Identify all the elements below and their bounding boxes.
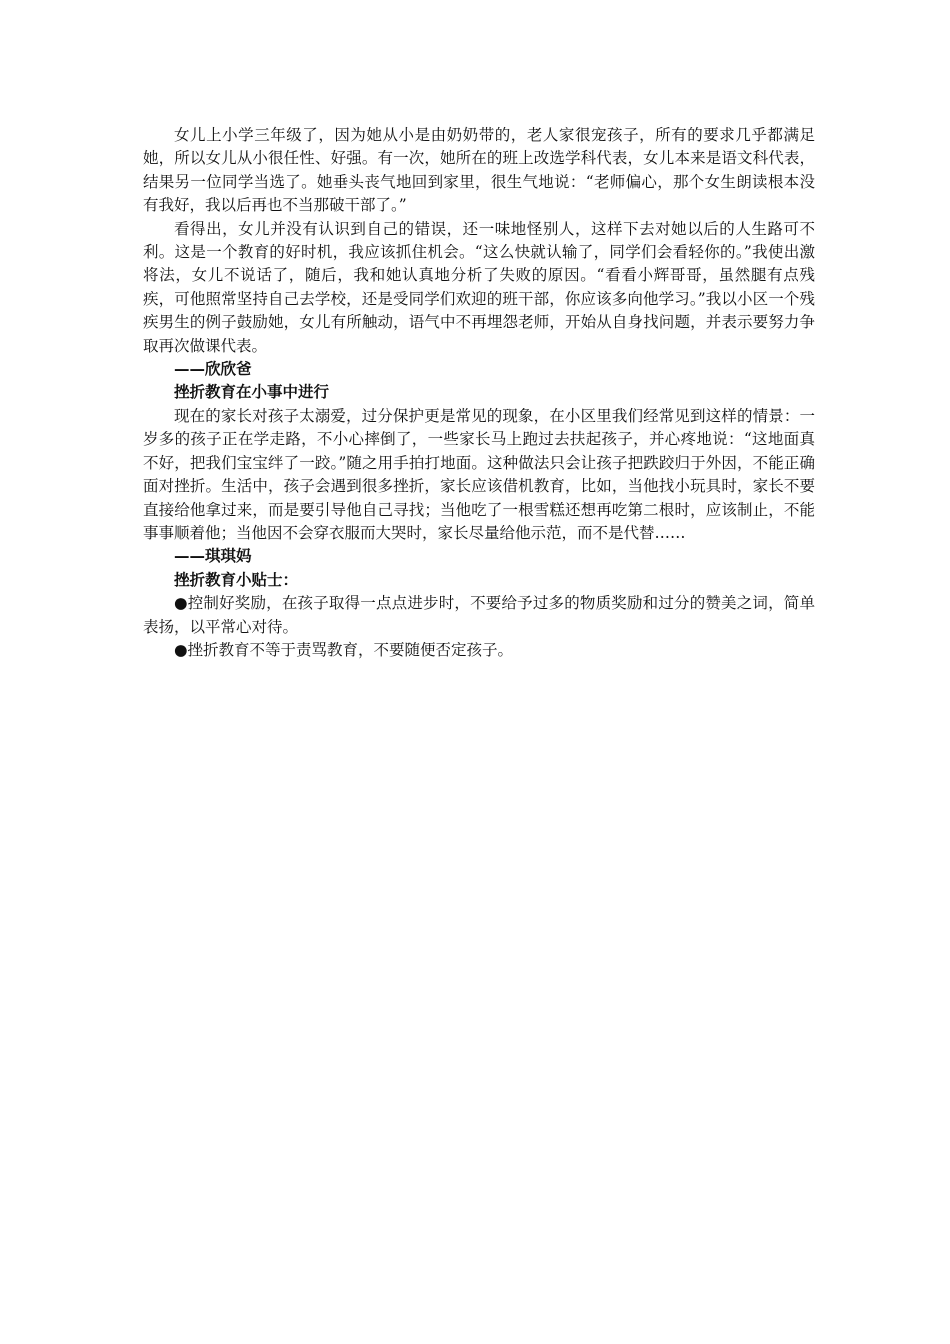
signature-qiqi-mom: ——琪琪妈 (174, 547, 252, 566)
section-heading-small-things: 挫折教育在小事中进行 (174, 383, 330, 402)
paragraph-daughter-story: 女儿上小学三年级了，因为她从小是由奶奶带的，老人家很宠孩子，所有的要求几乎都满足她，所以女儿从小很任性、好强。有一次，她所在的班上改选学科代表，女儿本来是语文科代表，结果另一位同学当选了。她垂头丧气地回到家里，很生气地说：“老师偏心，那个女生朗读根本没有我好，我以后再也不当那破干部了。” (143, 126, 815, 215)
tip-item-rewards: ●控制好奖励，在孩子取得一点点进步时，不要给予过多的物质奖励和过分的赞美之词，简单表扬，以平常心对待。 (143, 594, 815, 636)
paragraph-parent-response: 看得出，女儿并没有认识到自己的错误，还一味地怪别人，这样下去对她以后的人生路可不利。这是一个教育的好时机，我应该抓住机会。“这么快就认输了，同学们会看轻你的。”我使出激将法，女儿不说话了，随后，我和她认真地分析了失败的原因。“看看小辉哥哥，虽然腿有点残疾，可他照常坚持自己去学校，还是受同学们欢迎的班干部，你应该多向他学习。”我以小区一个残疾男生的例子鼓励她，女儿有所触动，语气中不再埋怨老师，开始从自身找问题，并表示要努力争取再次做课代表。 (143, 219, 815, 355)
signature-xinxin-dad: ——欣欣爸 (174, 360, 252, 379)
document-page (143, 124, 815, 662)
section-heading-tips: 挫折教育小贴士： (174, 570, 299, 589)
tip-item-no-scolding: ●挫折教育不等于责骂教育，不要随便否定孩子。 (174, 640, 514, 659)
paragraph-overprotection: 现在的家长对孩子太溺爱，过分保护更是常见的现象，在小区里我们经常见到这样的情景：一岁多的孩子正在学走路，不小心摔倒了，一些家长马上跑过去扶起孩子，并心疼地说：“这地面真不好，把我们宝宝绊了一跤。”随之用手拍打地面。这种做法只会让孩子把跌跤归于外因，不能正确面对挫折。生活中，孩子会遇到很多挫折，家长应该借机教育，比如，当他找小玩具时，家长不要直接给他拿过来，而是要引导他自己寻找；当他吃了一根雪糕还想再吃第二根时，应该制止，不能事事顺着他；当他因不会穿衣服而大哭时，家长尽量给他示范，而不是代替…… (143, 406, 815, 542)
